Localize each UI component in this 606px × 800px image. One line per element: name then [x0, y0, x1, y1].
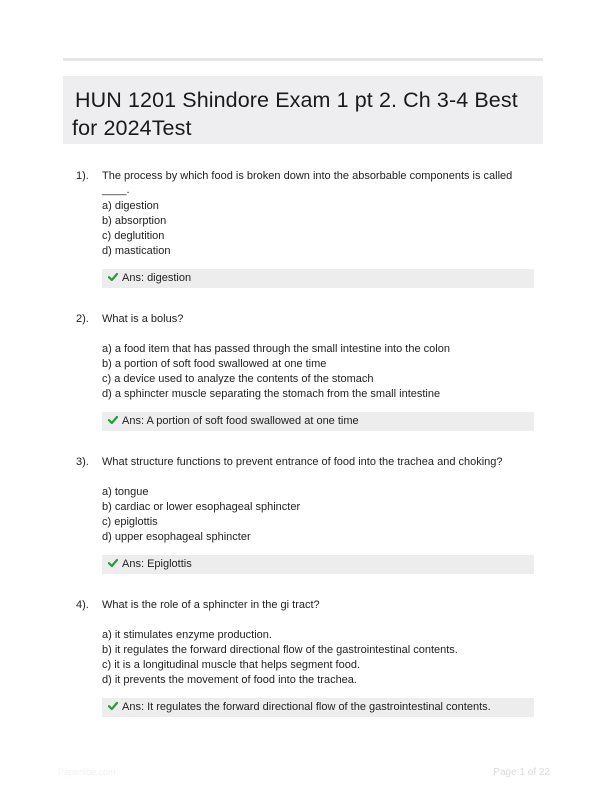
- option-c: c) it is a longitudinal muscle that helps segment food.: [102, 659, 361, 671]
- question-number: 2).: [76, 313, 89, 325]
- option-c: c) epiglottis: [102, 516, 158, 528]
- question-text: What is a bolus?: [102, 313, 184, 325]
- answer-text: Ans: It regulates the forward directional flow of the gastrointestinal contents.: [122, 701, 491, 713]
- option-b: b) absorption: [102, 215, 167, 227]
- option-b: b) cardiac or lower esophageal sphincter: [102, 501, 301, 513]
- page-number: Page 1 of 22: [493, 767, 550, 778]
- answer-box: [102, 555, 534, 574]
- option-list: [102, 199, 170, 259]
- option-c: c) deglutition: [102, 230, 165, 242]
- check-icon: [108, 415, 118, 425]
- option-d: d) upper esophageal sphincter: [102, 531, 251, 543]
- check-icon: [108, 272, 118, 282]
- answer-text: Ans: Epiglottis: [122, 558, 192, 570]
- option-d: d) it prevents the movement of food into the trachea.: [102, 674, 357, 686]
- question-number: 1).: [76, 170, 89, 182]
- option-a: a) tongue: [102, 486, 149, 498]
- option-c: c) a device used to analyze the contents of the stomach: [102, 373, 374, 385]
- option-list: [102, 628, 458, 688]
- option-b: b) a portion of soft food swallowed at one time: [102, 358, 327, 370]
- question-number: 3).: [76, 456, 89, 468]
- option-list: [102, 342, 450, 402]
- answer-box: [102, 412, 534, 431]
- top-divider: [63, 58, 543, 61]
- option-b: b) it regulates the forward directional flow of the gastrointestinal contents.: [102, 644, 458, 656]
- question-text: What is the role of a sphincter in the gi tract?: [102, 599, 320, 611]
- check-icon: [108, 558, 118, 568]
- question-number: 4).: [76, 599, 89, 611]
- option-d: d) a sphincter muscle separating the stomach from the small intestine: [102, 388, 441, 400]
- option-a: a) digestion: [102, 200, 159, 212]
- option-list: [102, 485, 300, 545]
- option-d: d) mastication: [102, 245, 171, 257]
- footer-watermark: Paperlibe.com: [58, 767, 116, 777]
- check-icon: [108, 701, 118, 711]
- answer-text: Ans: A portion of soft food swallowed at one time: [122, 415, 359, 427]
- answer-box: [102, 269, 534, 288]
- question-text: The process by which food is broken down into the absorbable components is called ____.: [102, 170, 513, 196]
- answer-text: Ans: digestion: [122, 272, 192, 284]
- option-a: a) a food item that has passed through the small intestine into the colon: [102, 343, 450, 355]
- option-a: a) it stimulates enzyme production.: [102, 629, 272, 641]
- title-banner: [63, 76, 543, 144]
- page-title: HUN 1201 Shindore Exam 1 pt 2. Ch 3-4 Best for 2024Test: [72, 88, 518, 140]
- answer-box: [102, 698, 534, 717]
- question-text: What structure functions to prevent entrance of food into the trachea and choking?: [102, 456, 503, 468]
